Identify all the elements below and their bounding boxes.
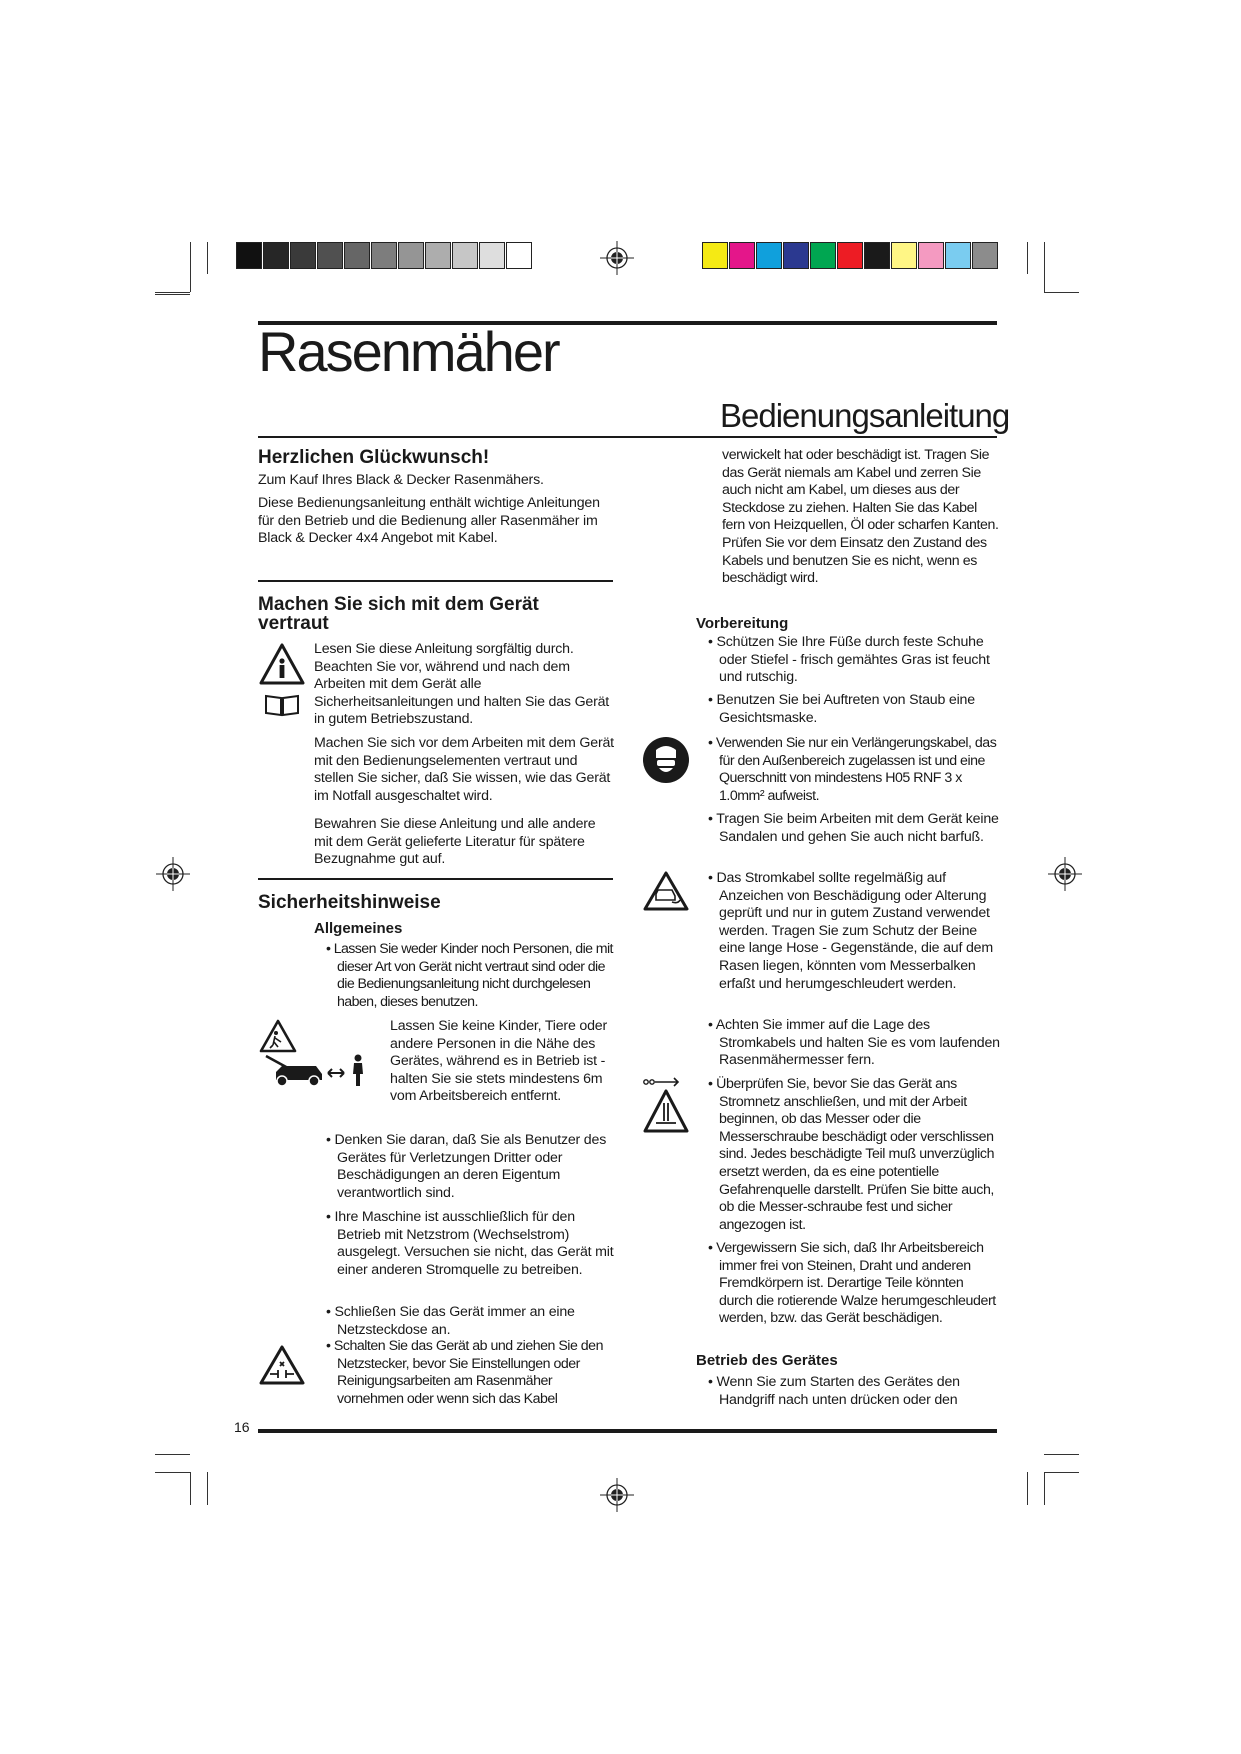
- unplug-warning-icon: [258, 1344, 306, 1386]
- crop-mark-tr-v2: [1044, 242, 1045, 292]
- subheading-preparation: Vorbereitung: [696, 615, 789, 632]
- crop-mark-bl-v: [190, 1472, 191, 1505]
- cable-continuation: verwickelt hat oder beschädigt ist. Tragen Sie das Gerät niemals am Kabel und zerren Sie auch nicht am Kabel, um dieses aus der Steckdose zu ziehen. Halten Sie das Kabel fern von Heizquellen, Öl oder scharfen Kanten. Prüfen Sie vor dem Einsatz den Zustand des Kabels und benutzen Sie es nicht, wenn es beschädigt wird.: [722, 447, 999, 587]
- crop-mark-br-v: [1027, 1472, 1028, 1505]
- operation-bullet-1: • Wenn Sie zum Starten des Gerätes den Handgriff nach unten drücken oder den: [708, 1374, 960, 1408]
- gray-bar-swatch: [290, 242, 316, 269]
- process-bar-swatch: [810, 242, 836, 269]
- subheading-general: Allgemeines: [314, 920, 403, 937]
- process-bar-swatch: [783, 242, 809, 269]
- crop-mark-tr-h: [1044, 292, 1079, 293]
- gray-bar-swatch: [236, 242, 262, 269]
- prep-bullet-6: • Achten Sie immer auf die Lage des Stromkabels und halten Sie es vom laufenden Rasenmähermesser fern.: [708, 1017, 1000, 1069]
- prep-bullet-7: • Überprüfen Sie, bevor Sie das Gerät ans Stromnetz anschließen, und mit der Arbeit beginnen, ob das Messer oder die Messerschraube beschädigt oder verschlissen sind. Jedes beschädigte Teil muß unverzüglich ersetzt werden, da es eine potentielle Gefahrenquelle darstellt. Prüfen Sie bitte auch, ob die Messer-schraube fest und sicher angezogen ist.: [708, 1076, 995, 1233]
- process-bar-swatch: [918, 242, 944, 269]
- safety-bullet-5: • Schalten Sie das Gerät ab und ziehen Sie den Netzstecker, bevor Sie Einstellungen oder Reinigungsarbeiten am Rasenmäher vornehmen oder wenn sich das Kabel: [326, 1338, 603, 1407]
- process-bar-swatch: [729, 242, 755, 269]
- process-bar-swatch: [702, 242, 728, 269]
- prep-bullet-5: • Das Stromkabel sollte regelmäßig auf Anzeichen von Beschädigung oder Alterung geprüft und nur in gutem Zustand verwendet werden. Tragen Sie zum Schutz der Beine eine lange Hose - Gegenstände, die auf dem Rasen liegen, könnten vom Messerbalken erfaßt und herumgeschleudert werden.: [708, 870, 993, 992]
- face-protection-icon: [642, 736, 690, 784]
- mower-distance-icon: [264, 1052, 370, 1088]
- page-title: Rasenmäher: [258, 320, 559, 383]
- section-rule: [258, 580, 613, 582]
- warning-info-icon: [258, 642, 306, 686]
- blade-check-warning-icon: [642, 1075, 690, 1135]
- manual-book-icon: [264, 693, 300, 717]
- registration-mark-top: [600, 241, 634, 275]
- crop-mark-br-v2: [1044, 1472, 1045, 1505]
- prep-bullet-1: • Schützen Sie Ihre Füße durch feste Schuhe oder Stiefel - frisch gemähtes Gras ist feucht und rutschig.: [708, 634, 990, 686]
- process-bar-swatch: [945, 242, 971, 269]
- gray-bar-swatch: [425, 242, 451, 269]
- gray-bar-swatch: [452, 242, 478, 269]
- page-number: 16: [234, 1419, 250, 1435]
- gray-bar-swatch: [506, 242, 532, 269]
- crop-mark-tr-v: [1027, 242, 1028, 274]
- gray-bar-swatch: [317, 242, 343, 269]
- header-rule: [258, 436, 997, 438]
- congrats-paragraph-2: Diese Bedienungsanleitung enthält wichtige Anleitungen für den Betrieb und die Bedienung aller Rasenmäher im Black & Decker 4x4 Angebot mit Kabel.: [258, 495, 600, 547]
- heading-familiarize: Machen Sie sich mit dem Gerät vertraut: [258, 594, 539, 634]
- crop-mark-tl-h: [155, 292, 190, 293]
- crop-mark-br-h2: [1044, 1472, 1079, 1473]
- cable-inspection-warning-icon: [642, 870, 690, 912]
- crop-mark-bl-h: [155, 1454, 190, 1455]
- process-bar-swatch: [972, 242, 998, 269]
- gray-bar-swatch: [479, 242, 505, 269]
- heading-congratulations: Herzlichen Glückwunsch!: [258, 447, 490, 468]
- process-bar-swatch: [837, 242, 863, 269]
- familiar-paragraph-1: Lesen Sie diese Anleitung sorgfältig durch. Beachten Sie vor, während und nach dem Arbeiten mit dem Gerät alle Sicherheitsanleitungen und halten Sie das Gerät in gutem Betriebszustand.: [314, 641, 610, 728]
- prep-bullet-8: • Vergewissern Sie sich, daß Ihr Arbeitsbereich immer frei von Steinen, Draht und anderen Fremdkörpern ist. Derartige Teile könnten durch die rotierende Walze herumgeschleudert werden, bzw. das Gerät beschädigen.: [708, 1240, 996, 1327]
- crop-mark-br-h: [1044, 1454, 1079, 1455]
- prep-bullet-3: • Verwenden Sie nur ein Verlängerungskabel, das für den Außenbereich zugelassen ist und eine Querschnitt von mindestens H05 RNF 3 x 1.0mm² aufweist.: [708, 735, 997, 804]
- section-rule: [258, 878, 613, 880]
- registration-mark-left: [156, 857, 190, 891]
- keep-distance-warning-icon: [258, 1018, 298, 1054]
- gray-bar-swatch: [398, 242, 424, 269]
- prep-bullet-4: • Tragen Sie beim Arbeiten mit dem Gerät keine Sandalen und gehen Sie auch nicht barfuß.: [708, 811, 999, 845]
- crop-mark-tl-v: [190, 242, 191, 292]
- safety-bullet-2: • Denken Sie daran, daß Sie als Benutzer des Gerätes für Verletzungen Dritter oder Beschädigungen an deren Eigentum verantwortlich sind.: [326, 1132, 607, 1201]
- crop-mark-tl-h2: [155, 294, 190, 295]
- gray-bar-swatch: [344, 242, 370, 269]
- footer-rule: [258, 1429, 997, 1433]
- keep-away-paragraph: Lassen Sie keine Kinder, Tiere oder andere Personen in die Nähe des Gerätes, während es in Betrieb ist - halten Sie sie stets mindestens 6m vom Arbeitsbereich entfernt.: [390, 1018, 607, 1105]
- familiar-paragraph-2: Machen Sie sich vor dem Arbeiten mit dem Gerät mit den Bedienungselementen vertraut und stellen Sie sicher, daß Sie wissen, wie das Gerät im Notfall ausgeschaltet wird.: [314, 735, 614, 804]
- crop-mark-bl-h2: [155, 1472, 190, 1473]
- gray-bar-swatch: [263, 242, 289, 269]
- familiar-paragraph-3: Bewahren Sie diese Anleitung und alle andere mit dem Gerät gelieferte Literatur für spätere Bezugnahme gut auf.: [314, 816, 596, 868]
- registration-mark-right: [1048, 857, 1082, 891]
- prep-bullet-2: • Benutzen Sie bei Auftreten von Staub eine Gesichtsmaske.: [708, 692, 975, 726]
- safety-bullet-3: • Ihre Maschine ist ausschließlich für den Betrieb mit Netzstrom (Wechselstrom) ausgelegt. Versuchen sie nicht, das Gerät mit einer anderen Stromquelle zu betreiben.: [326, 1209, 614, 1278]
- safety-bullet-1: • Lassen Sie weder Kinder noch Personen, die mit dieser Art von Gerät nicht vertraut sind oder die die Bedienungsanleitung nicht durchgelesen haben, dieses benutzen.: [326, 941, 613, 1010]
- congrats-paragraph-1: Zum Kauf Ihres Black & Decker Rasenmähers.: [258, 472, 544, 488]
- crop-mark-tl-v2: [207, 242, 208, 274]
- crop-mark-bl-v2: [207, 1472, 208, 1505]
- registration-mark-bottom: [600, 1478, 634, 1512]
- safety-bullet-4: • Schließen Sie das Gerät immer an eine Netzsteckdose an.: [326, 1304, 575, 1338]
- process-bar-swatch: [864, 242, 890, 269]
- process-bar-swatch: [756, 242, 782, 269]
- heading-safety: Sicherheitshinweise: [258, 892, 441, 913]
- subheading-operation: Betrieb des Gerätes: [696, 1352, 838, 1369]
- process-bar-swatch: [891, 242, 917, 269]
- gray-bar-swatch: [371, 242, 397, 269]
- page-subtitle: Bedienungsanleitung: [720, 397, 1010, 434]
